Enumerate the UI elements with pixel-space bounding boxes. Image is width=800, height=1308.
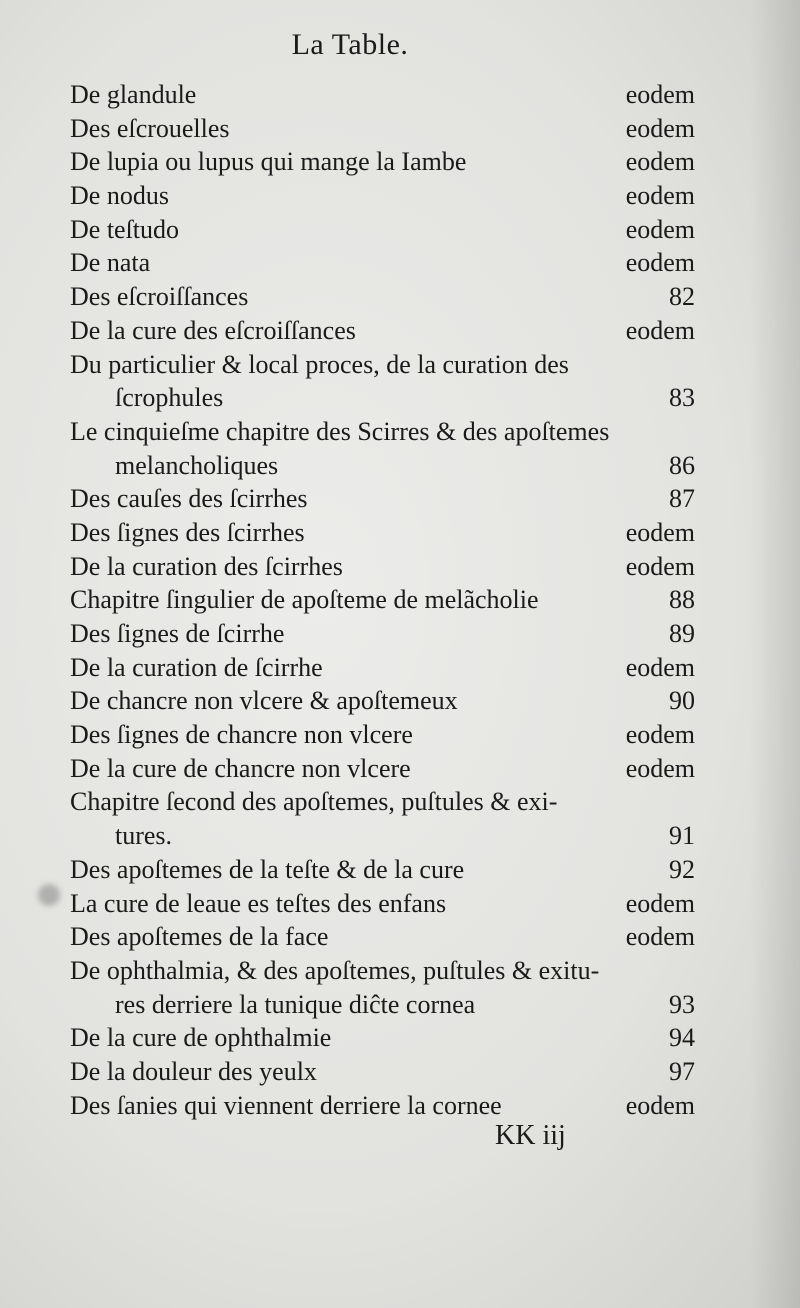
toc-entry xyxy=(70,887,695,921)
entry-page: 90 xyxy=(669,686,695,716)
entry-title: La cure de leaue es teſtes des enfans xyxy=(70,888,447,918)
toc-entry xyxy=(70,1021,695,1055)
entry-page: eodem xyxy=(625,181,695,211)
toc-entry xyxy=(70,482,695,516)
entry-title: De la cure de chancre non vlcere xyxy=(70,753,411,783)
toc-entry xyxy=(70,752,695,786)
entry-page: 83 xyxy=(669,383,695,413)
entry-page: 92 xyxy=(669,854,695,884)
toc-entry xyxy=(70,684,695,718)
entry-title: De la cure de ophthalmie xyxy=(70,1023,332,1053)
entry-page: 93 xyxy=(669,989,695,1019)
entry-page: eodem xyxy=(625,652,695,682)
toc-entry xyxy=(70,617,695,651)
entry-page: eodem xyxy=(625,214,695,244)
entry-title: Le cinquieſme chapitre des Scirres & des apoſtemes xyxy=(70,416,610,446)
entry-page: eodem xyxy=(625,720,695,750)
entry-title: Des eſcroiſſances xyxy=(70,282,249,312)
toc-entry xyxy=(70,550,695,584)
entry-page: eodem xyxy=(625,1090,695,1120)
entry-title: De ophthalmia, & des apoſtemes, puſtules & exitu- xyxy=(70,955,600,985)
toc-entry-continuation xyxy=(70,381,695,415)
entry-title: Chapitre ſingulier de apoſteme de melãcholie xyxy=(70,585,539,615)
page-header: La Table. xyxy=(291,28,409,61)
table-of-contents xyxy=(70,78,695,1122)
entry-page: 87 xyxy=(669,484,695,514)
entry-title: De teſtudo xyxy=(70,214,180,244)
toc-entry xyxy=(70,651,695,685)
entry-page: eodem xyxy=(625,551,695,581)
entry-title: Des ſignes de ſcirrhe xyxy=(70,619,285,648)
entry-page: 91 xyxy=(669,821,695,851)
toc-entry xyxy=(70,718,695,752)
toc-entry-continuation xyxy=(70,819,695,853)
entry-title: Chapitre ſecond des apoſtemes, puſtules & exi- xyxy=(70,787,558,817)
entry-title: Des apoſtemes de la face xyxy=(70,922,329,952)
entry-title: De la cure des eſcroiſſances xyxy=(70,315,356,345)
entry-page: eodem xyxy=(625,888,695,918)
entry-page: 82 xyxy=(669,282,695,312)
entry-page: eodem xyxy=(625,147,695,177)
toc-entry xyxy=(70,853,695,887)
toc-entry xyxy=(70,920,695,954)
toc-entry xyxy=(70,145,695,179)
entry-title: Des eſcrouelles xyxy=(70,113,230,143)
toc-entry xyxy=(70,516,695,550)
entry-title: De nodus xyxy=(70,181,169,211)
page-edge-shadow xyxy=(750,0,800,1308)
toc-entry xyxy=(70,415,695,449)
toc-entry xyxy=(70,785,695,819)
signature-mark: KK iij xyxy=(495,1120,566,1151)
entry-title: De glandule xyxy=(70,80,197,109)
entry-page: eodem xyxy=(625,753,695,783)
entry-title: Des ſignes de chancre non vlcere xyxy=(70,720,413,750)
entry-page: eodem xyxy=(625,248,695,278)
entry-page: 89 xyxy=(669,619,695,648)
entry-title: De la curation de ſcirrhe xyxy=(70,652,323,682)
toc-entry xyxy=(70,954,695,988)
entry-title: De chancre non vlcere & apoſtemeux xyxy=(70,686,458,716)
toc-entry xyxy=(70,348,695,382)
entry-title: De nata xyxy=(70,248,151,278)
toc-entry-continuation xyxy=(70,449,695,483)
toc-entry xyxy=(70,112,695,146)
entry-title: tures. xyxy=(115,821,173,851)
toc-entry xyxy=(70,1055,695,1089)
entry-title: Des apoſtemes de la teſte & de la cure xyxy=(70,854,465,884)
entry-page: 86 xyxy=(669,450,695,480)
toc-entry xyxy=(70,583,695,617)
entry-title: melancholiques xyxy=(115,450,279,480)
entry-page: eodem xyxy=(625,80,695,109)
entry-title: Des cauſes des ſcirrhes xyxy=(70,484,308,514)
ink-blot xyxy=(38,884,60,906)
toc-entry-continuation xyxy=(70,988,695,1022)
entry-title: Des ſignes des ſcirrhes xyxy=(70,517,305,547)
toc-entry xyxy=(70,78,695,112)
entry-title: Du particulier & local proces, de la curation des xyxy=(70,349,569,379)
entry-title: De la curation des ſcirrhes xyxy=(70,551,343,581)
toc-entry xyxy=(70,280,695,314)
entry-page: eodem xyxy=(625,113,695,143)
toc-entry xyxy=(70,1089,695,1123)
entry-page: eodem xyxy=(625,922,695,952)
toc-entry xyxy=(70,179,695,213)
entry-page: eodem xyxy=(625,315,695,345)
toc-entry xyxy=(70,314,695,348)
entry-page: 88 xyxy=(669,585,695,615)
entry-title: ſcrophules xyxy=(115,383,224,413)
entry-page: 97 xyxy=(669,1056,695,1086)
toc-entry xyxy=(70,246,695,280)
entry-title: De la douleur des yeulx xyxy=(70,1056,317,1086)
entry-page: eodem xyxy=(625,517,695,547)
entry-page: 94 xyxy=(669,1023,695,1053)
entry-title: De lupia ou lupus qui mange la Iambe xyxy=(70,147,467,177)
toc-entry xyxy=(70,213,695,247)
entry-title: Des ſanies qui viennent derriere la cornee xyxy=(70,1090,502,1120)
entry-title: res derriere la tunique diĉte cornea xyxy=(115,989,476,1019)
